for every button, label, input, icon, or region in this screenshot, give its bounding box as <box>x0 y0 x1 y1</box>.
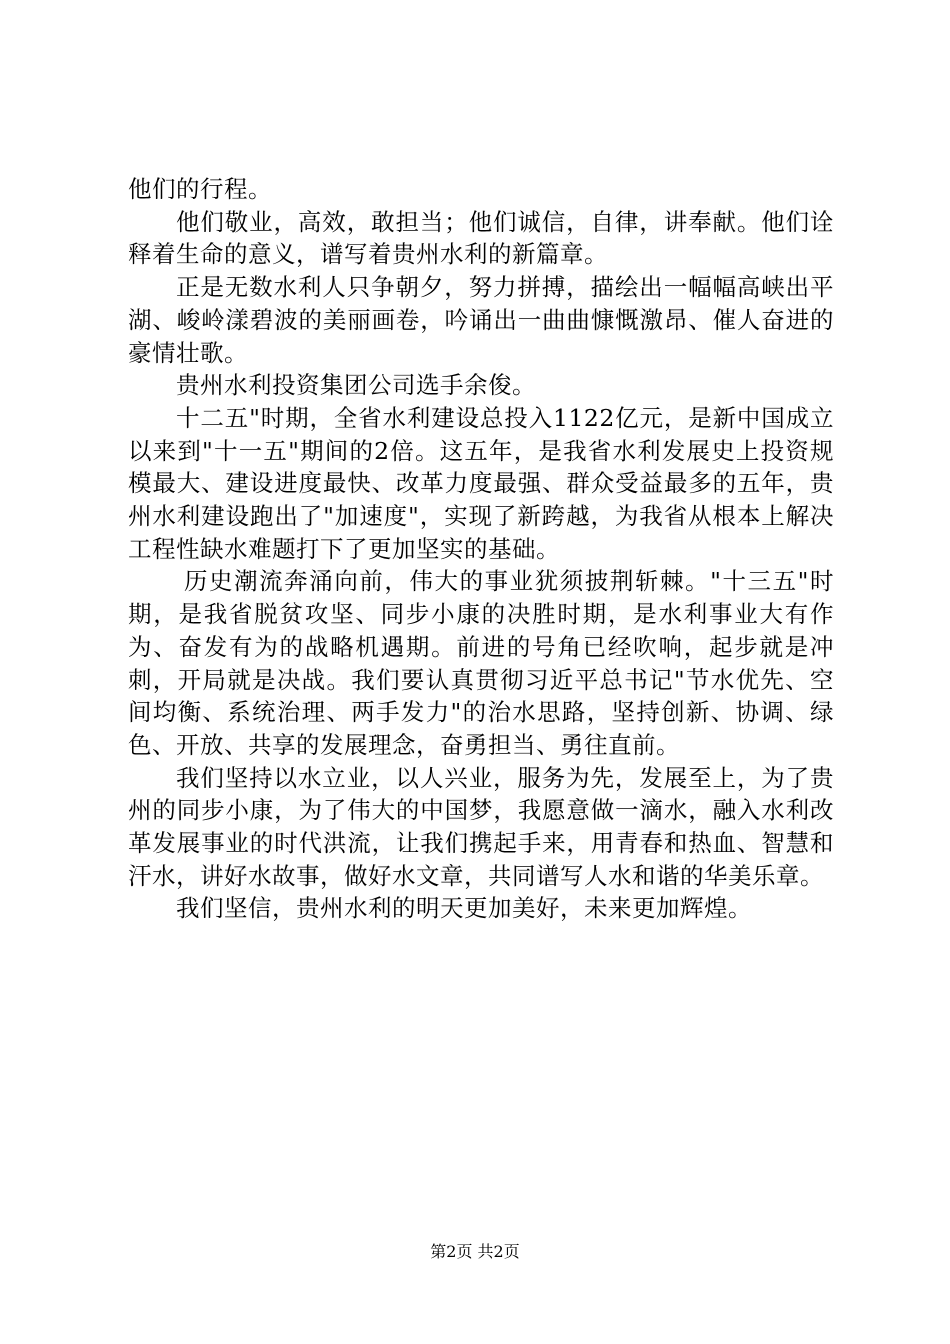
paragraph-1: 他们的行程。 <box>128 175 272 203</box>
page-footer <box>0 1242 950 1262</box>
paragraph-6: 历史潮流奔涌向前，伟大的事业犹须披荆斩棘。"十三五"时期，是我省脱贫攻坚、同步小康的决胜时期，是水利事业大有作为、奋发有为的战略机遇期。前进的号角已经吹响，起步就是冲刺，开局就是决战。我们要认真贯彻习近平总书记"节水优先、空间均衡、系统治理、两手发力"的治水思路，坚持创新、协调、绿色、开放、共享的发展理念，奋勇担当、勇往直前。 <box>128 567 834 759</box>
paragraph-2: 他们敬业，高效，敢担当；他们诚信，自律，讲奉献。他们诠释着生命的意义，谱写着贵州水利的新篇章。 <box>128 207 834 269</box>
document-body <box>128 173 834 925</box>
paragraph-4: 贵州水利投资集团公司选手余俊。 <box>176 371 536 400</box>
paragraph-5: 十二五"时期，全省水利建设总投入1122亿元，是新中国成立以来到"十一五"期间的2倍。这五年，是我省水利发展史上投资规模最大、建设进度最快、改革力度最强、群众受益最多的五年，贵州水利建设跑出了"加速度"，实现了新跨越，为我省从根本上解决工程性缺水难题打下了更加坚实的基础。 <box>128 403 834 563</box>
paragraph-8: 我们坚信，贵州水利的明天更加美好，未来更加辉煌。 <box>176 894 752 923</box>
page-number-label: 第2页 共2页 <box>430 1242 520 1261</box>
paragraph-3: 正是无数水利人只争朝夕，努力拼搏，描绘出一幅幅高峡出平湖、峻岭漾碧波的美丽画卷，吟诵出一曲曲慷慨激昂、催人奋进的豪情壮歌。 <box>128 273 834 367</box>
paragraph-7: 我们坚持以水立业，以人兴业，服务为先，发展至上，为了贵州的同步小康，为了伟大的中国梦，我愿意做一滴水，融入水利改革发展事业的时代洪流，让我们携起手来，用青春和热血、智慧和汗水，讲好水故事，做好水文章，共同谱写人水和谐的华美乐章。 <box>128 763 834 890</box>
